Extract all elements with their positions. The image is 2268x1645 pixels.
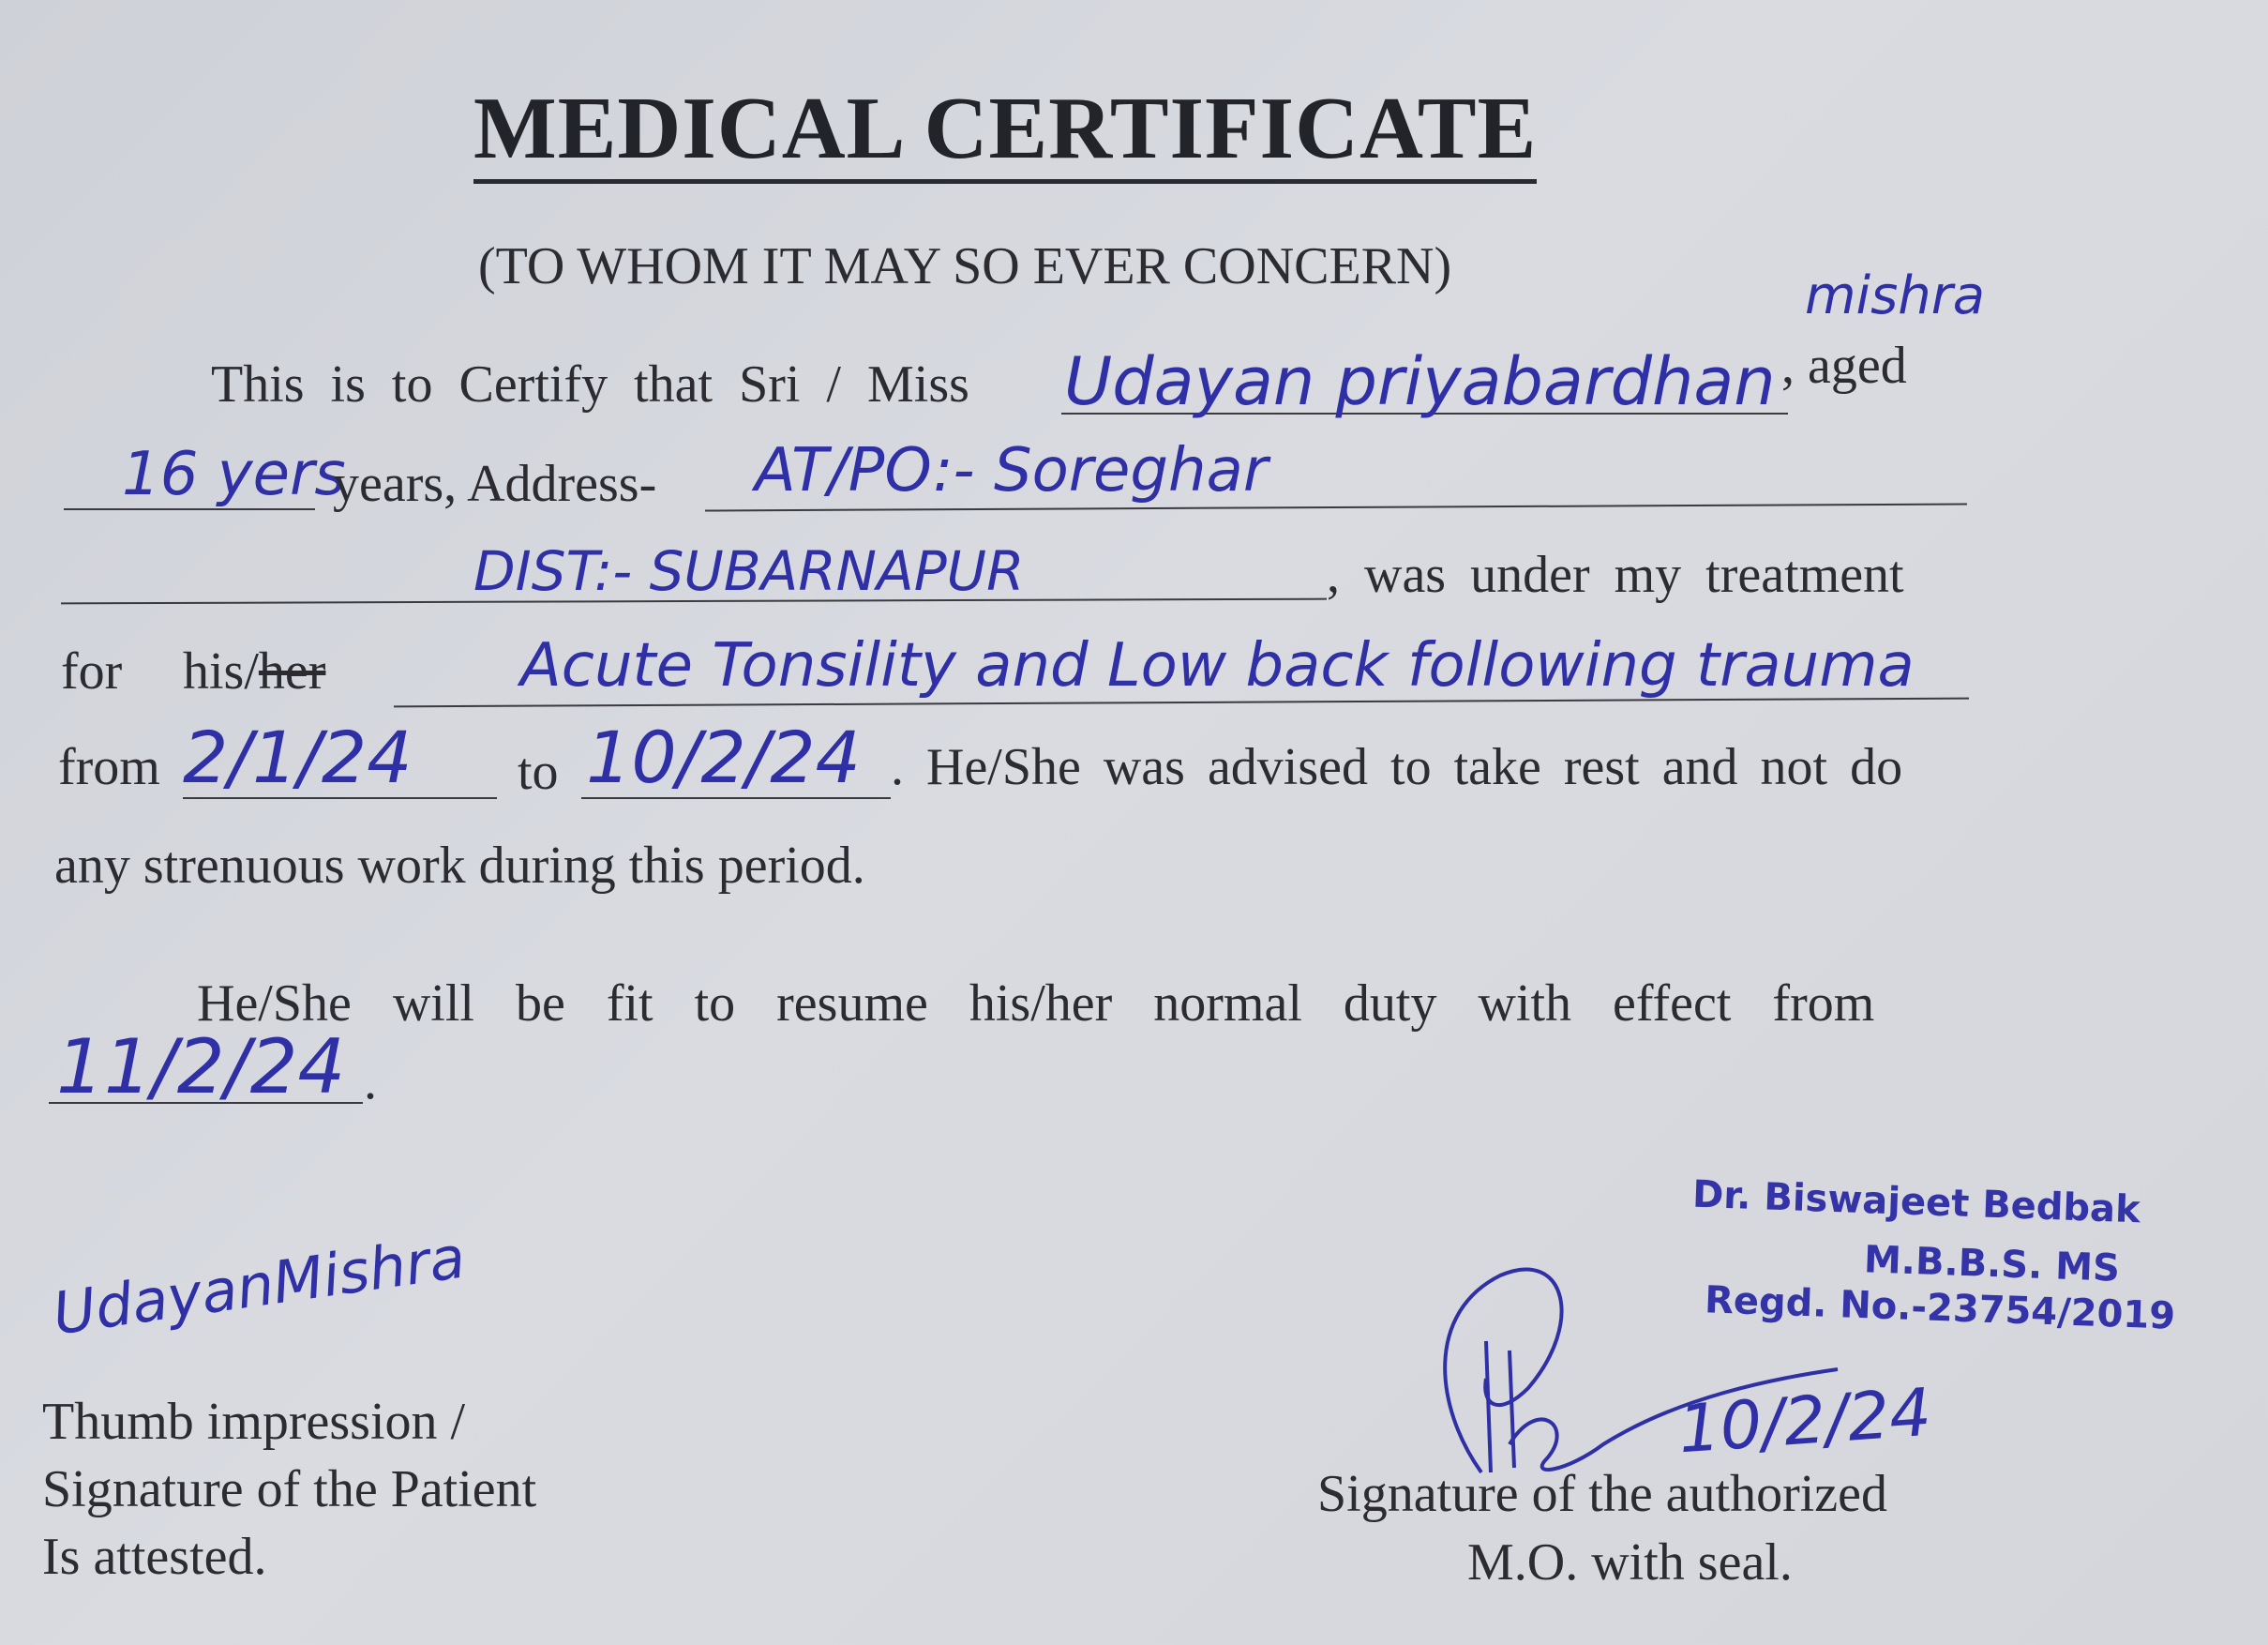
- his-her-label: his/her: [183, 642, 326, 701]
- address-value-2: DIST:- SUBARNAPUR: [473, 539, 1025, 603]
- doctor-stamp-regd: Regd. No.-23754/2019: [1704, 1278, 2176, 1338]
- patient-label-line-3: Is attested.: [42, 1528, 267, 1586]
- doctor-stamp-degree: M.B.B.S. MS: [1863, 1238, 2121, 1290]
- doctor-label-line-2: M.O. with seal.: [1467, 1533, 1793, 1592]
- patient-name: Udayan priyabardhan: [1064, 343, 1776, 420]
- page-title: MEDICAL CERTIFICATE: [473, 83, 1537, 184]
- from-label: from: [58, 738, 160, 796]
- doctor-label-line-1: Signature of the authorized: [1317, 1465, 1888, 1523]
- resume-text: He/She will be fit to resume his/her normal duty with effect from: [197, 974, 1875, 1033]
- resume-end: .: [364, 1052, 377, 1110]
- patient-label-line-2: Signature of the Patient: [42, 1460, 537, 1518]
- address-value-1: AT/PO:- Soreghar: [755, 436, 1269, 506]
- age-value: 16 yers: [122, 440, 346, 509]
- patient-signature: UdayanMishra: [49, 1222, 470, 1349]
- advice-text: . He/She was advised to take rest and not do: [891, 738, 1903, 796]
- subtitle: (TO WHOM IT MAY SO EVER CONCERN): [478, 237, 1452, 295]
- her-struck: her: [258, 642, 326, 701]
- patient-name-addition: mishra: [1805, 265, 1986, 326]
- treatment-label: , was under my treatment: [1327, 546, 1904, 604]
- doctor-stamp-name: Dr. Biswajeet Bedbak: [1691, 1172, 2141, 1232]
- to-date: 10/2/24: [586, 716, 861, 799]
- resume-date: 11/2/24: [56, 1023, 346, 1110]
- advice-text-2: any strenuous work during this period.: [54, 837, 865, 895]
- certify-text: This is to Certify that Sri / Miss: [211, 355, 969, 414]
- patient-label-line-1: Thumb impression /: [42, 1393, 466, 1451]
- years-address-label: years, Address-: [333, 455, 657, 513]
- doctor-sign-date: 10/2/24: [1675, 1373, 1934, 1469]
- from-date: 2/1/24: [183, 716, 413, 799]
- diagnosis-value: Acute Tonsility and Low back following trauma: [520, 631, 1915, 701]
- patient-signature-label: [42, 1388, 536, 1591]
- to-label: to: [518, 743, 559, 801]
- aged-label: , aged: [1781, 337, 1907, 395]
- for-label: for: [61, 642, 123, 701]
